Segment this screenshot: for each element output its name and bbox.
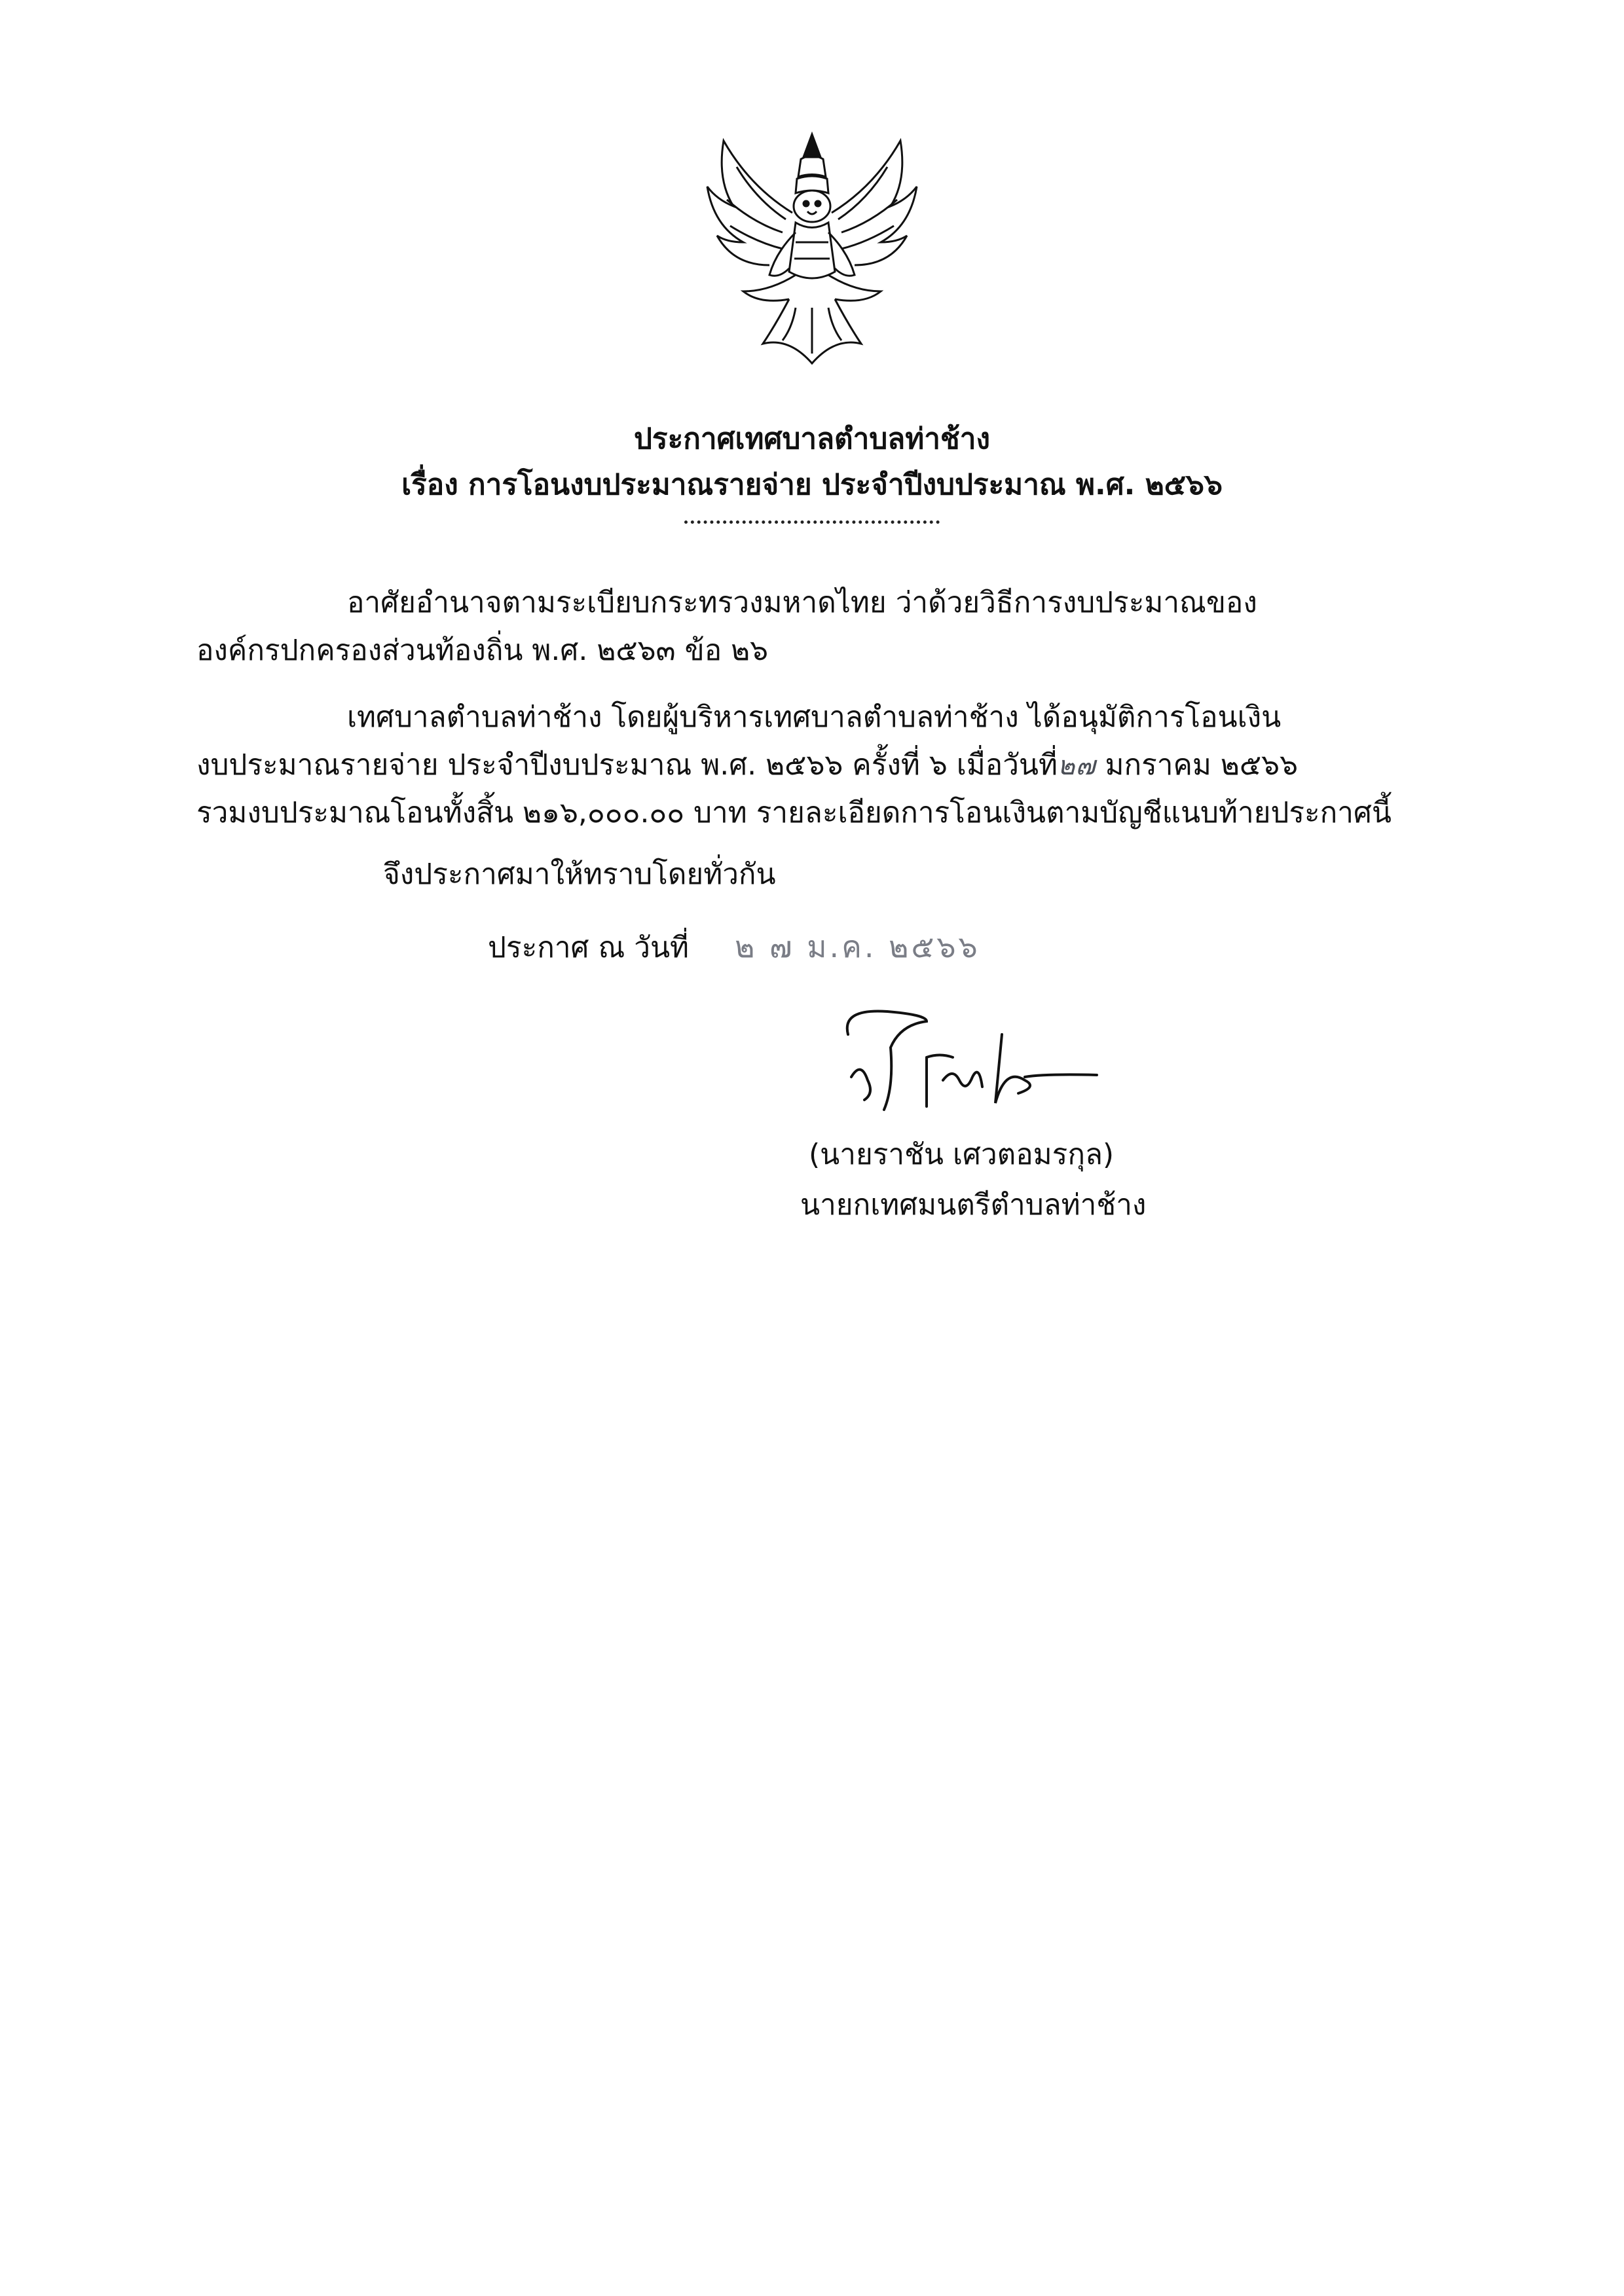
signatory-name: (นายราชัน เศวตอมรกุล) bbox=[809, 1138, 1115, 1171]
garuda-emblem-icon bbox=[697, 128, 927, 370]
paragraph-1-line-1: อาศัยอำนาจตามระเบียบกระทรวงมหาดไทย ว่าด้วยวิธีการงบประมาณของ bbox=[347, 586, 1257, 619]
title-divider bbox=[684, 520, 940, 524]
announcement-subject: เรื่อง การโอนงบประมาณรายจ่าย ประจำปีงบประมาณ พ.ศ. ๒๕๖๖ bbox=[401, 468, 1223, 501]
stamped-date: ๒ ๗ ม.ค. ๒๕๖๖ bbox=[735, 929, 980, 964]
paragraph-3: จึงประกาศมาให้ทราบโดยทั่วกัน bbox=[383, 858, 776, 891]
paragraph-2-line-2-after: มกราคม ๒๕๖๖ bbox=[1096, 748, 1299, 782]
paragraph-1-line-2: องค์กรปกครองส่วนท้องถิ่น พ.ศ. ๒๕๖๓ ข้อ ๒๖ bbox=[196, 634, 769, 667]
handwritten-day: ๒๗ bbox=[1058, 751, 1096, 781]
paragraph-2-line-2 bbox=[196, 742, 1298, 788]
paragraph-2-line-3: รวมงบประมาณโอนทั้งสิ้น ๒๑๖,๐๐๐.๐๐ บาท รายละเอียดการโอนเงินตามบัญชีแนบท้ายประกาศนี้ bbox=[196, 796, 1392, 829]
paragraph-2-line-2-before: งบประมาณรายจ่าย ประจำปีงบประมาณ พ.ศ. ๒๕๖๖ ครั้งที่ ๖ เมื่อวันที่ bbox=[196, 748, 1058, 782]
announce-date-line bbox=[488, 923, 980, 971]
announcement-title: ประกาศเทศบาลตำบลท่าช้าง bbox=[634, 422, 990, 456]
announce-date-label: ประกาศ ณ วันที่ bbox=[488, 931, 690, 964]
paragraph-2-line-1: เทศบาลตำบลท่าช้าง โดยผู้บริหารเทศบาลตำบลท่าช้าง ได้อนุมัติการโอนเงิน bbox=[347, 701, 1282, 734]
signatory-position: นายกเทศมนตรีตำบลท่าช้าง bbox=[800, 1188, 1147, 1222]
signature-icon bbox=[828, 995, 1116, 1146]
